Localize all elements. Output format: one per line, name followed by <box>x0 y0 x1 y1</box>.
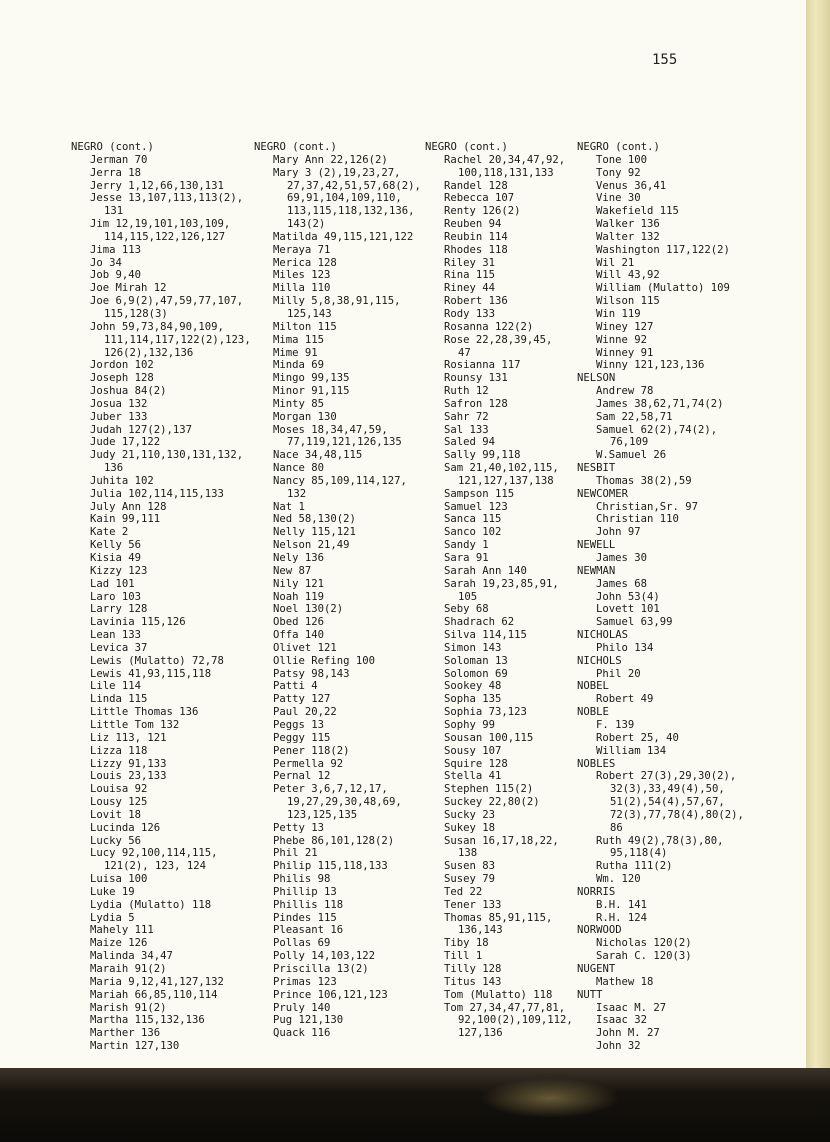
index-entry: Lydia (Mulatto) 118 <box>90 898 212 911</box>
column-heading: NEGRO (cont.) <box>577 141 660 153</box>
index-entry: Juber 133 <box>90 410 148 423</box>
index-entry: Sam 22,58,71 <box>596 410 673 423</box>
surname-heading: NOBEL <box>577 680 609 693</box>
index-entry: John M. 27 <box>596 1027 660 1040</box>
index-entry: 86 <box>610 821 623 834</box>
index-entry: Peggs 13 <box>273 718 325 731</box>
index-entry: Joseph 128 <box>90 372 154 385</box>
index-entry: Mime 91 <box>273 346 318 359</box>
index-entry: Samuel 63,99 <box>596 616 673 629</box>
index-entry: Sookey 48 <box>444 680 502 693</box>
index-entry: Win 119 <box>596 307 641 320</box>
entry-list <box>254 154 421 1040</box>
index-entry: Robert 25, 40 <box>596 731 679 744</box>
index-entry: Minda 69 <box>273 359 325 372</box>
index-entry: Nelson 21,49 <box>273 539 350 552</box>
surname-heading: NORRIS <box>577 885 616 898</box>
index-entry: Walker 136 <box>596 218 660 231</box>
index-entry: 136 <box>104 462 124 475</box>
index-entry: Riney 44 <box>444 282 496 295</box>
index-entry: Jo 34 <box>90 256 122 269</box>
index-entry: Pleasant 16 <box>273 924 344 937</box>
index-entry: Peggy 115 <box>273 731 331 744</box>
index-entry: Luisa 100 <box>90 873 148 886</box>
index-entry: 95,118(4) <box>610 847 668 860</box>
index-entry: Malinda 34,47 <box>90 950 173 963</box>
index-entry: Peter 3,6,7,12,17, <box>273 783 388 796</box>
index-entry: Ollie Refing 100 <box>273 654 376 667</box>
index-entry: Sampson 115 <box>444 487 515 500</box>
index-column-3 <box>425 141 573 1040</box>
index-entry: 121(2), 123, 124 <box>104 860 207 873</box>
index-entry: John 53(4) <box>596 590 660 603</box>
index-entry: Quack 116 <box>273 1027 331 1040</box>
index-entry: Mathew 18 <box>596 975 654 988</box>
index-entry: Louis 23,133 <box>90 770 167 783</box>
index-entry: John 32 <box>596 1040 641 1053</box>
index-entry: Jordon 102 <box>90 359 154 372</box>
surname-heading: NESBIT <box>577 462 616 475</box>
index-entry: Linda 115 <box>90 693 148 706</box>
surname-heading: NUGENT <box>577 963 616 975</box>
index-entry: Martha 115,132,136 <box>90 1014 205 1027</box>
index-entry: Robert 49 <box>596 693 654 706</box>
index-entry: Lydia 5 <box>90 911 135 924</box>
index-entry: 138 <box>458 847 478 860</box>
index-entry: Nace 34,48,115 <box>273 449 363 462</box>
index-entry: 136,143 <box>458 924 503 937</box>
index-entry: Matilda 49,115,121,122 <box>273 230 414 243</box>
index-entry: Lizzy 91,133 <box>90 757 167 770</box>
index-entry: Saled 94 <box>444 436 496 449</box>
column-heading: NEGRO (cont.) <box>425 141 508 153</box>
index-entry: Sahr 72 <box>444 410 489 423</box>
index-entry: 111,114,117,122(2),123, <box>104 333 251 346</box>
index-entry: Stephen 115(2) <box>444 783 534 796</box>
column-heading: NEGRO (cont.) <box>254 141 337 153</box>
entry-list <box>425 154 573 1040</box>
index-entry: Rhodes 118 <box>444 243 508 256</box>
index-entry: Joe 6,9(2),47,59,77,107, <box>90 295 244 308</box>
surname-heading: NEWCOMER <box>577 487 629 500</box>
index-entry: Sophia 73,123 <box>444 706 527 719</box>
index-entry: Susey 79 <box>444 873 496 886</box>
index-entry: Rina 115 <box>444 269 496 282</box>
index-entry: Mary 3 (2),19,23,27, <box>273 166 401 179</box>
index-entry: Pener 118(2) <box>273 744 350 757</box>
index-entry: Tom (Mulatto) 118 <box>444 988 553 1001</box>
index-entry: Sarah C. 120(3) <box>596 950 692 963</box>
index-entry: Lean 133 <box>90 629 142 642</box>
index-column-1 <box>71 141 251 1053</box>
index-entry: 27,37,42,51,57,68(2), <box>287 179 421 192</box>
index-entry: Primas 123 <box>273 975 337 988</box>
index-entry: Tone 100 <box>596 153 648 166</box>
index-entry: Kizzy 123 <box>90 564 148 577</box>
index-entry: Priscilla 13(2) <box>273 963 369 975</box>
index-entry: Ruth 12 <box>444 385 489 398</box>
index-entry: Rosianna 117 <box>444 359 521 372</box>
index-entry: Thomas 38(2),59 <box>596 474 692 487</box>
index-entry: Jerra 18 <box>90 166 142 179</box>
index-entry: Solomon 69 <box>444 667 508 680</box>
index-entry: Pernal 12 <box>273 770 331 783</box>
index-entry: Polly 14,103,122 <box>273 950 376 963</box>
index-entry: Sucky 23 <box>444 808 496 821</box>
index-entry: Renty 126(2) <box>444 205 521 218</box>
index-entry: Milla 110 <box>273 282 331 295</box>
index-entry: Morgan 130 <box>273 410 337 423</box>
index-entry: Walter 132 <box>596 230 660 243</box>
index-entry: Judah 127(2),137 <box>90 423 193 436</box>
index-entry: Meraya 71 <box>273 243 331 256</box>
index-entry: Miles 123 <box>273 269 331 282</box>
index-entry: Till 1 <box>444 950 483 963</box>
index-entry: Pollas 69 <box>273 937 331 950</box>
index-entry: Lucky 56 <box>90 834 142 847</box>
index-entry: Will 43,92 <box>596 269 660 282</box>
index-entry: Paul 20,22 <box>273 706 337 719</box>
index-entry: Christian,Sr. 97 <box>596 500 699 513</box>
index-entry: Sarah Ann 140 <box>444 564 527 577</box>
index-entry: Samuel 123 <box>444 500 508 513</box>
index-entry: F. 139 <box>596 718 635 731</box>
index-entry: Levica 37 <box>90 641 148 654</box>
surname-heading: NICHOLS <box>577 654 622 667</box>
index-entry: Pug 121,130 <box>273 1014 344 1027</box>
index-entry: Riley 31 <box>444 256 496 269</box>
index-entry: 127,136 <box>458 1027 503 1040</box>
index-entry: John 97 <box>596 526 641 539</box>
index-entry: Winny 121,123,136 <box>596 359 705 372</box>
index-entry: Safron 128 <box>444 397 508 410</box>
index-entry: 92,100(2),109,112, <box>458 1014 573 1027</box>
index-entry: Nat 1 <box>273 500 305 513</box>
index-entry: Andrew 78 <box>596 385 654 398</box>
index-entry: Lousy 125 <box>90 796 148 809</box>
index-entry: July Ann 128 <box>90 500 167 513</box>
index-entry: Rebecca 107 <box>444 192 515 205</box>
index-entry: Maize 126 <box>90 937 148 950</box>
index-entry: Lewis 41,93,115,118 <box>90 667 212 680</box>
index-entry: Laro 103 <box>90 590 142 603</box>
page-edge <box>806 0 830 1068</box>
index-entry: 47 <box>458 346 471 359</box>
index-entry: Sara 91 <box>444 552 489 564</box>
index-entry: 115,128(3) <box>104 307 168 320</box>
scan-bottom-shadow <box>0 1068 830 1142</box>
index-entry: 32(3),33,49(4),50, <box>610 783 725 796</box>
index-entry: 125,143 <box>287 307 332 320</box>
surname-heading: NEWMAN <box>577 564 616 577</box>
index-entry: Susen 83 <box>444 860 496 873</box>
index-entry: Jude 17,122 <box>90 436 161 449</box>
index-entry: Rosanna 122(2) <box>444 320 534 333</box>
entry-list <box>577 154 744 1053</box>
index-entry: Offa 140 <box>273 629 325 642</box>
index-entry: Reuben 94 <box>444 218 502 231</box>
index-entry: Soloman 13 <box>444 654 508 667</box>
index-entry: James 68 <box>596 577 648 590</box>
index-entry: Phil 21 <box>273 847 318 860</box>
index-column-2 <box>254 141 421 1040</box>
index-entry: Stella 41 <box>444 770 502 783</box>
index-entry: Sukey 18 <box>444 821 496 834</box>
index-entry: Tener 133 <box>444 898 502 911</box>
index-entry: Winne 92 <box>596 333 648 346</box>
index-entry: Venus 36,41 <box>596 179 667 192</box>
index-entry: Mingo 99,135 <box>273 372 350 385</box>
index-entry: Juhita 102 <box>90 474 154 487</box>
index-entry: Prince 106,121,123 <box>273 988 388 1001</box>
index-entry: 126(2),132,136 <box>104 346 194 359</box>
surname-heading: NELSON <box>577 372 616 385</box>
index-entry: Pruly 140 <box>273 1001 331 1014</box>
index-entry: Mahely 111 <box>90 924 154 937</box>
index-entry: William 134 <box>596 744 667 757</box>
index-entry: Minor 91,115 <box>273 385 350 398</box>
index-entry: Pindes 115 <box>273 911 337 924</box>
index-entry: Sousy 107 <box>444 744 502 757</box>
index-entry: Permella 92 <box>273 757 344 770</box>
index-column-4 <box>577 141 744 1053</box>
index-entry: Jim 12,19,101,103,109, <box>90 218 231 231</box>
index-entry: Robert 136 <box>444 295 508 308</box>
index-entry: Larry 128 <box>90 603 148 616</box>
index-entry: Martin 127,130 <box>90 1040 180 1053</box>
index-entry: Phebe 86,101,128(2) <box>273 834 395 847</box>
index-entry: Kain 99,111 <box>90 513 161 526</box>
index-entry: Little Thomas 136 <box>90 706 199 719</box>
index-entry: 123,125,135 <box>287 808 358 821</box>
index-entry: Washington 117,122(2) <box>596 243 730 256</box>
index-entry: Nance 80 <box>273 462 325 475</box>
index-entry: Suckey 22,80(2) <box>444 796 540 809</box>
index-entry: Winey 127 <box>596 320 654 333</box>
page-number: 155 <box>652 52 678 68</box>
index-entry: Titus 143 <box>444 975 502 988</box>
index-entry: Petty 13 <box>273 821 325 834</box>
index-entry: Vine 30 <box>596 192 641 205</box>
index-entry: Isaac M. 27 <box>596 1001 667 1014</box>
index-entry: Patsy 98,143 <box>273 667 350 680</box>
index-entry: Kelly 56 <box>90 539 142 552</box>
index-entry: Ted 22 <box>444 885 483 898</box>
index-entry: Sousan 100,115 <box>444 731 534 744</box>
index-entry: Lovit 18 <box>90 808 142 821</box>
column-heading: NEGRO (cont.) <box>71 141 154 153</box>
index-entry: Maria 9,12,41,127,132 <box>90 975 224 988</box>
index-entry: Robert 27(3),29,30(2), <box>596 770 737 783</box>
index-entry: Louisa 92 <box>90 783 148 796</box>
index-entry: Noah 119 <box>273 590 325 603</box>
surname-heading: NICHOLAS <box>577 629 629 642</box>
index-entry: Wil 21 <box>596 256 635 269</box>
index-entry: Josua 132 <box>90 397 148 410</box>
index-entry: Phillis 118 <box>273 898 344 911</box>
index-entry: Sally 99,118 <box>444 449 521 462</box>
index-entry: Joe Mirah 12 <box>90 282 167 295</box>
index-entry: Lucinda 126 <box>90 821 161 834</box>
index-entry: Wakefield 115 <box>596 205 679 218</box>
index-entry: Ruth 49(2),78(3),80, <box>596 834 724 847</box>
index-entry: Obed 126 <box>273 616 325 629</box>
index-entry: Kisia 49 <box>90 552 142 564</box>
index-entry: James 30 <box>596 552 648 564</box>
index-entry: 72(3),77,78(4),80(2), <box>610 808 744 821</box>
index-entry: 143(2) <box>287 218 326 231</box>
index-entry: Marish 91(2) <box>90 1001 167 1014</box>
index-entry: Marther 136 <box>90 1027 161 1040</box>
index-entry: 113,115,118,132,136, <box>287 205 415 218</box>
index-entry: Liz 113, 121 <box>90 731 167 744</box>
index-entry: Judy 21,110,130,131,132, <box>90 449 244 462</box>
index-entry: 132 <box>287 487 307 500</box>
index-entry: Simon 143 <box>444 641 502 654</box>
index-entry: R.H. 124 <box>596 911 648 924</box>
index-entry: Sanco 102 <box>444 526 502 539</box>
index-entry: Patty 127 <box>273 693 331 706</box>
index-entry: Jerry 1,12,66,130,131 <box>90 179 224 192</box>
index-entry: Sophy 99 <box>444 718 496 731</box>
index-entry: Lovett 101 <box>596 603 660 616</box>
index-entry: W.Samuel 26 <box>596 449 667 462</box>
index-entry: Philis 98 <box>273 873 331 886</box>
index-entry: Merica 128 <box>273 256 337 269</box>
index-entry: 105 <box>458 590 478 603</box>
index-entry: Moses 18,34,47,59, <box>273 423 388 436</box>
surname-heading: NOBLES <box>577 757 616 770</box>
index-entry: Christian 110 <box>596 513 679 526</box>
index-entry: 69,91,104,109,110, <box>287 192 402 205</box>
index-entry: Sanca 115 <box>444 513 502 526</box>
index-entry: 76,109 <box>610 436 649 449</box>
index-entry: Job 9,40 <box>90 269 142 282</box>
index-entry: Tilly 128 <box>444 963 502 975</box>
index-entry: Samuel 62(2),74(2), <box>596 423 718 436</box>
index-entry: Tom 27,34,47,77,81, <box>444 1001 566 1014</box>
index-entry: Shadrach 62 <box>444 616 515 629</box>
index-entry: 19,27,29,30,48,69, <box>287 796 402 809</box>
index-entry: Minty 85 <box>273 397 325 410</box>
index-entry: Maraih 91(2) <box>90 963 167 975</box>
index-entry: Kate 2 <box>90 526 129 539</box>
index-entry: Nancy 85,109,114,127, <box>273 474 407 487</box>
index-entry: Mariah 66,85,110,114 <box>90 988 218 1001</box>
index-entry: Lizza 118 <box>90 744 148 757</box>
index-entry: Wm. 120 <box>596 873 641 886</box>
index-entry: Susan 16,17,18,22, <box>444 834 559 847</box>
surname-heading: NORWOOD <box>577 924 622 937</box>
index-entry: Phil 20 <box>596 667 641 680</box>
index-entry: Lad 101 <box>90 577 135 590</box>
index-entry: Reubin 114 <box>444 230 508 243</box>
index-entry: Ned 58,130(2) <box>273 513 356 526</box>
index-entry: Philip 115,118,133 <box>273 860 388 873</box>
index-entry: 77,119,121,126,135 <box>287 436 402 449</box>
index-entry: Seby 68 <box>444 603 489 616</box>
index-entry: 100,118,131,133 <box>458 166 554 179</box>
index-entry: Rose 22,28,39,45, <box>444 333 553 346</box>
index-entry: Noel 130(2) <box>273 603 344 616</box>
index-entry: Isaac 32 <box>596 1014 648 1027</box>
index-entry: 114,115,122,126,127 <box>104 230 226 243</box>
index-entry: Rachel 20,34,47,92, <box>444 153 566 166</box>
index-entry: Squire 128 <box>444 757 508 770</box>
index-entry: Milton 115 <box>273 320 337 333</box>
index-entry: Lavinia 115,126 <box>90 616 186 629</box>
index-entry: Rutha 111(2) <box>596 860 673 873</box>
index-entry: Nicholas 120(2) <box>596 937 692 950</box>
index-entry: Patti 4 <box>273 680 318 693</box>
index-entry: Silva 114,115 <box>444 629 527 642</box>
index-entry: Sarah 19,23,85,91, <box>444 577 559 590</box>
index-entry: Winney 91 <box>596 346 654 359</box>
index-entry: Sandy 1 <box>444 539 489 552</box>
index-entry: William (Mulatto) 109 <box>596 282 730 295</box>
index-entry: Jerman 70 <box>90 153 148 166</box>
index-entry: Tiby 18 <box>444 937 489 950</box>
index-entry: Lile 114 <box>90 680 142 693</box>
index-entry: Olivet 121 <box>273 641 337 654</box>
index-entry: Rody 133 <box>444 307 496 320</box>
index-entry: Mary Ann 22,126(2) <box>273 153 388 166</box>
index-entry: Nily 121 <box>273 577 325 590</box>
index-entry: Julia 102,114,115,133 <box>90 487 224 500</box>
surname-heading: NUTT <box>577 988 603 1001</box>
index-entry: Lucy 92,100,114,115, <box>90 847 218 860</box>
index-entry: Phillip 13 <box>273 885 337 898</box>
index-entry: Joshua 84(2) <box>90 385 167 398</box>
index-entry: Randel 128 <box>444 179 508 192</box>
index-entry: 131 <box>104 205 124 218</box>
index-entry: Tony 92 <box>596 166 641 179</box>
index-entry: Jesse 13,107,113,113(2), <box>90 192 244 205</box>
index-entry: James 38,62,71,74(2) <box>596 397 724 410</box>
scan-glint <box>480 1078 620 1118</box>
index-entry: 121,127,137,138 <box>458 474 554 487</box>
surname-heading: NEWELL <box>577 539 616 552</box>
index-entry: Lewis (Mulatto) 72,78 <box>90 654 224 667</box>
index-entry: Little Tom 132 <box>90 718 180 731</box>
index-entry: John 59,73,84,90,109, <box>90 320 224 333</box>
index-entry: Milly 5,8,38,91,115, <box>273 295 401 308</box>
index-entry: Wilson 115 <box>596 295 660 308</box>
index-entry: Luke 19 <box>90 885 135 898</box>
index-entry: New 87 <box>273 564 312 577</box>
index-entry: Nelly 115,121 <box>273 526 356 539</box>
index-entry: Thomas 85,91,115, <box>444 911 553 924</box>
index-entry: Mima 115 <box>273 333 325 346</box>
index-entry: Sam 21,40,102,115, <box>444 462 559 475</box>
index-entry: B.H. 141 <box>596 898 648 911</box>
index-entry: Sopha 135 <box>444 693 502 706</box>
entry-list <box>71 154 251 1053</box>
index-entry: Philo 134 <box>596 641 654 654</box>
index-entry: Sal 133 <box>444 423 489 436</box>
index-entry: Nely 136 <box>273 552 325 564</box>
surname-heading: NOBLE <box>577 706 609 719</box>
index-entry: Rounsy 131 <box>444 372 508 385</box>
index-entry: 51(2),54(4),57,67, <box>610 796 725 809</box>
index-entry: Jima 113 <box>90 243 142 256</box>
